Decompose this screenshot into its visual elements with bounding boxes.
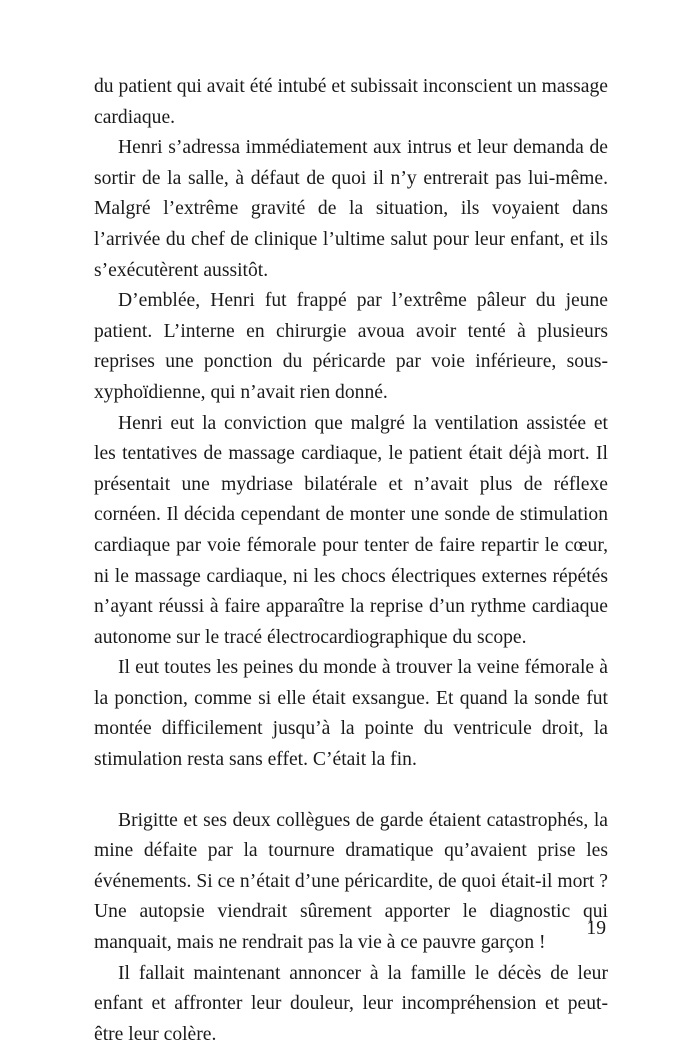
paragraph: Il fallait maintenant annoncer à la famille le décès de leur enfant et affronter leur douleur, leur incompréhension et peut-être leur colère. <box>94 962 608 1045</box>
paragraph: Henri s’adressa immédiatement aux intrus et leur demanda de sortir de la salle, à défaut de quoi il n’y entrerait pas lui-même. Malgré l’extrême gravité de la situation, ils voyaient dans l’arrivée du chef de clinique l’ultime salut pour leur enfant, et ils s’exécutèrent aussitôt. <box>94 137 608 281</box>
paragraph-continuation: du patient qui avait été intubé et subissait inconscient un massage cardiaque. <box>94 76 608 128</box>
page-body <box>94 72 608 1050</box>
paragraph: D’emblée, Henri fut frappé par l’extrême pâleur du jeune patient. L’interne en chirurgie avoua avoir tenté à plusieurs reprises une ponction du péricarde par voie inférieure, sous-xyphoïdienne, qui n’avait rien donné. <box>94 290 608 403</box>
page-number: 19 <box>586 918 606 939</box>
paragraph-section-start: Brigitte et ses deux collègues de garde étaient catastrophés, la mine défaite par la tournure dramatique qu’avaient prise les événements. Si ce n’était d’une péricardite, de quoi était-il mort ? Une autopsie viendrait sûrement apporter le diagnostic qui manquait, mais ne rendrait pas la vie à ce pauvre garçon ! <box>94 809 608 954</box>
paragraph: Il eut toutes les peines du monde à trouver la veine fémorale à la ponction, comme si elle était exsangue. Et quand la sonde fut montée difficilement jusqu’à la pointe du ventricule droit, la stimulation resta sans effet. C’était la fin. <box>94 657 608 771</box>
paragraph: Henri eut la conviction que malgré la ventilation assistée et les tentatives de massage cardiaque, le patient était déjà mort. Il présentait une mydriase bilatérale et n’avait plus de réflexe cornéen. Il décida cependant de monter une sonde de stimulation cardiaque par voie fémorale pour tenter de faire repartir le cœur, ni le massage cardiaque, ni les chocs électriques externes répétés n’ayant réussi à faire apparaître la reprise d’un rythme cardiaque autonome sur le tracé électrocardiographique du scope. <box>94 412 608 648</box>
